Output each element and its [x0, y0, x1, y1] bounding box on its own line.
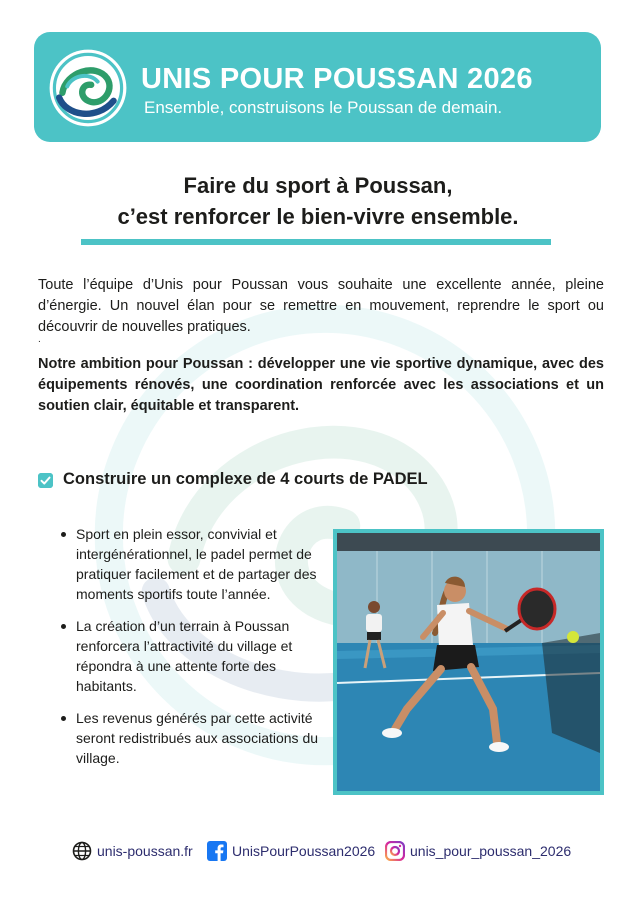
page-title	[40, 170, 596, 232]
separator-dot: .	[38, 334, 41, 345]
brand-tagline: Ensemble, construisons le Poussan de demain.	[144, 98, 503, 117]
project-heading	[38, 470, 598, 494]
list-item: Sport en plein essor, convivial et intergénérationnel, le padel permet de pratiquer facilement et de partager des moments sportifs toute l’année.	[60, 524, 322, 604]
padel-photo	[333, 529, 604, 795]
facebook-label: UnisPourPoussan2026	[232, 843, 376, 859]
list-item: Les revenus générés par cette activité seront redistribués aux associations du village.	[60, 708, 322, 768]
brand-title: UNIS POUR POUSSAN 2026	[141, 63, 533, 95]
logo-icon	[48, 48, 128, 128]
intro-paragraph: Toute l’équipe d’Unis pour Poussan vous souhaite une excellente année, pleine d’énergie. Un nouvel élan pour se remettre en mouvement, reprendre le sport ou découvrir de nouvelles pratiques.	[38, 277, 604, 335]
globe-icon	[72, 841, 92, 861]
headline-line-1: Faire du sport à Poussan,	[183, 173, 453, 198]
headline-underline	[81, 239, 551, 245]
padel-court-illustration	[337, 533, 600, 791]
project-bullet-list	[60, 524, 322, 780]
instagram-label: unis_pour_poussan_2026	[410, 843, 572, 859]
headline-line-2: c’est renforcer le bien-vivre ensemble.	[117, 204, 519, 229]
instagram-icon	[385, 841, 405, 861]
header-banner	[34, 32, 601, 142]
list-item: La création d’un terrain à Poussan renforcera l’attractivité du village et répondra à une attente forte des habitants.	[60, 616, 322, 696]
check-icon	[38, 473, 53, 488]
ambition-paragraph: Notre ambition pour Poussan : développer une vie sportive dynamique, avec des équipements rénovés, une coordination renforcée avec les associations et un soutien clair, équitable et transparent.	[38, 356, 604, 414]
project-title: Construire un complexe de 4 courts de PADEL	[63, 470, 428, 488]
facebook-icon	[207, 841, 227, 861]
website-label: unis-poussan.fr	[97, 843, 193, 859]
